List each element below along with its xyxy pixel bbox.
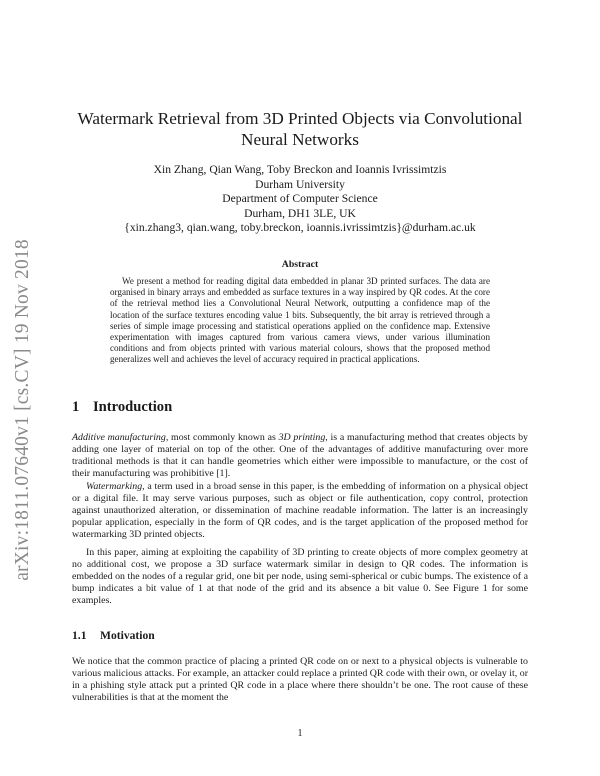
author-names: Xin Zhang, Qian Wang, Toby Breckon and Ioannis Ivrissimtzis (153, 163, 447, 176)
intro-p1-text-b: , is a manufacturing method that creates objects by adding one layer of material on top of the other. One of the advantages of additive manufacturing over more traditional methods is that it can handle geometries which either were impossible to manufacture, or the cost of their manufacturing was prohibitive [1]. (72, 432, 528, 480)
intro-p1-text-a: , most commonly known as (165, 432, 279, 443)
author-block (70, 163, 530, 236)
page-number: 1 (297, 728, 303, 739)
author-university: Durham University (255, 177, 345, 191)
section-title: Introduction (93, 399, 173, 415)
intro-p2-text: , a term used in a broad sense in this paper, is the embedding of information on a physical object or a digital file. It may serve various purposes, such as object or file authentication, copy control, protection against unauthorized alteration, or dissemination of machine readable information. The latter is an increasingly popular application, especially in the form of QR codes, and is the target application of the proposed method for watermarking 3D printed objects. (72, 481, 528, 541)
arxiv-id-text: arXiv:1811.07640v1 [cs.CV] 19 Nov 2018 (12, 239, 34, 581)
author-emails: {xin.zhang3, qian.wang, toby.breckon, ioannis.ivrissimtzis}@durham.ac.uk (124, 221, 476, 235)
subsection-title: Motivation (100, 629, 155, 642)
section-heading-introduction (72, 399, 172, 416)
author-department: Department of Computer Science (222, 192, 378, 206)
abstract-text: We present a method for reading digital data embedded in planar 3D printed surfaces. The data are organised in binary arrays and embedded as surface textures in a way inspired by QR codes. At the core of the retrieval method lies a Convolutional Neural Network, outputting a confidence map of the location of the surface textures encoding value 1 bits. Subsequently, the bit array is retrieved through a series of simple image processing and statistical operations applied on the confidence map. Extensive experimentation with images captured from various camera views, under various illumination conditions and from objects printed with various material colours, shows that the proposed method generalizes well and achieves the level of accuracy required in practical applications. (110, 276, 490, 365)
motivation-paragraph-1: We notice that the common practice of placing a printed QR code on or next to a physical objects is vulnerable to various malicious attacks. For example, an attacker could replace a printed QR code with their own, or ovelay it, or in a phishing style attack put a printed QR code in a place where there shouldn’t be one. The root cause of these vulnerabilities is that at the moment the (72, 656, 528, 704)
intro-paragraph-1 (72, 432, 528, 480)
intro-paragraph-3: In this paper, aiming at exploiting the capability of 3D printing to create objects of more complex geometry at no additional cost, we propose a 3D surface watermark similar in design to QR codes. The information is embedded on the nodes of a regular grid, one bit per node, using semi-spherical or cubic bumps. The existence of a bump indicates a bit value of 1 at that node of the grid and its absence a bit value 0. See Figure 1 for some examples. (72, 547, 528, 607)
subsection-number: 1.1 (72, 629, 87, 642)
term-additive-manufacturing: Additive manufacturing (72, 432, 166, 443)
term-3d-printing: 3D printing (278, 432, 326, 443)
arxiv-identifier (2, 200, 44, 620)
author-address: Durham, DH1 3LE, UK (244, 206, 356, 220)
intro-paragraph-2 (72, 481, 528, 541)
paper-title: Watermark Retrieval from 3D Printed Objects via Convolutional Neural Networks (77, 109, 523, 149)
section-number: 1 (72, 399, 80, 415)
subsection-heading-motivation (72, 629, 155, 642)
abstract-heading: Abstract (281, 259, 319, 270)
term-watermarking: Watermarking (86, 481, 143, 492)
